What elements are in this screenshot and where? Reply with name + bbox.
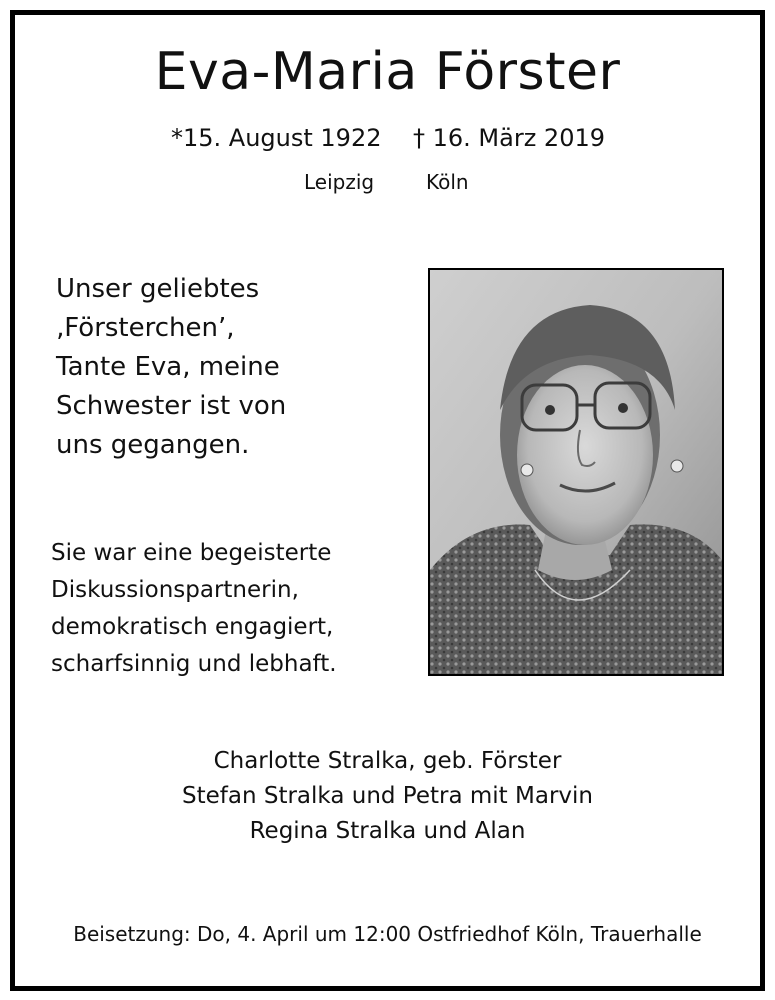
mourner-line: Regina Stralka und Alan	[249, 818, 526, 844]
birth-place: Leipzig	[304, 170, 375, 194]
character-line: Sie war eine begeisterte	[51, 540, 332, 566]
tribute-text	[56, 270, 286, 465]
mourners-list	[0, 744, 775, 849]
death-date: † 16. März 2019	[413, 124, 606, 152]
tribute-line: ‚Försterchen’,	[56, 313, 235, 343]
death-place: Köln	[426, 170, 469, 194]
tribute-line: uns gegangen.	[56, 430, 250, 460]
character-line: scharfsinnig und lebhaft.	[51, 651, 337, 677]
funeral-info: Beisetzung: Do, 4. April um 12:00 Ostfriedhof Köln, Trauerhalle	[73, 922, 702, 946]
mourner-line: Stefan Stralka und Petra mit Marvin	[182, 783, 593, 809]
tribute-line: Tante Eva, meine	[56, 352, 280, 382]
tribute-line: Unser geliebtes	[56, 274, 260, 304]
character-text	[51, 535, 337, 683]
portrait-photo	[428, 268, 724, 676]
deceased-name: Eva-Maria Förster	[154, 42, 621, 102]
character-line: Diskussionspartnerin,	[51, 577, 299, 603]
mourner-line: Charlotte Stralka, geb. Förster	[213, 748, 562, 774]
character-line: demokratisch engagiert,	[51, 614, 334, 640]
tribute-line: Schwester ist von	[56, 391, 287, 421]
birth-date: *15. August 1922	[171, 124, 382, 152]
